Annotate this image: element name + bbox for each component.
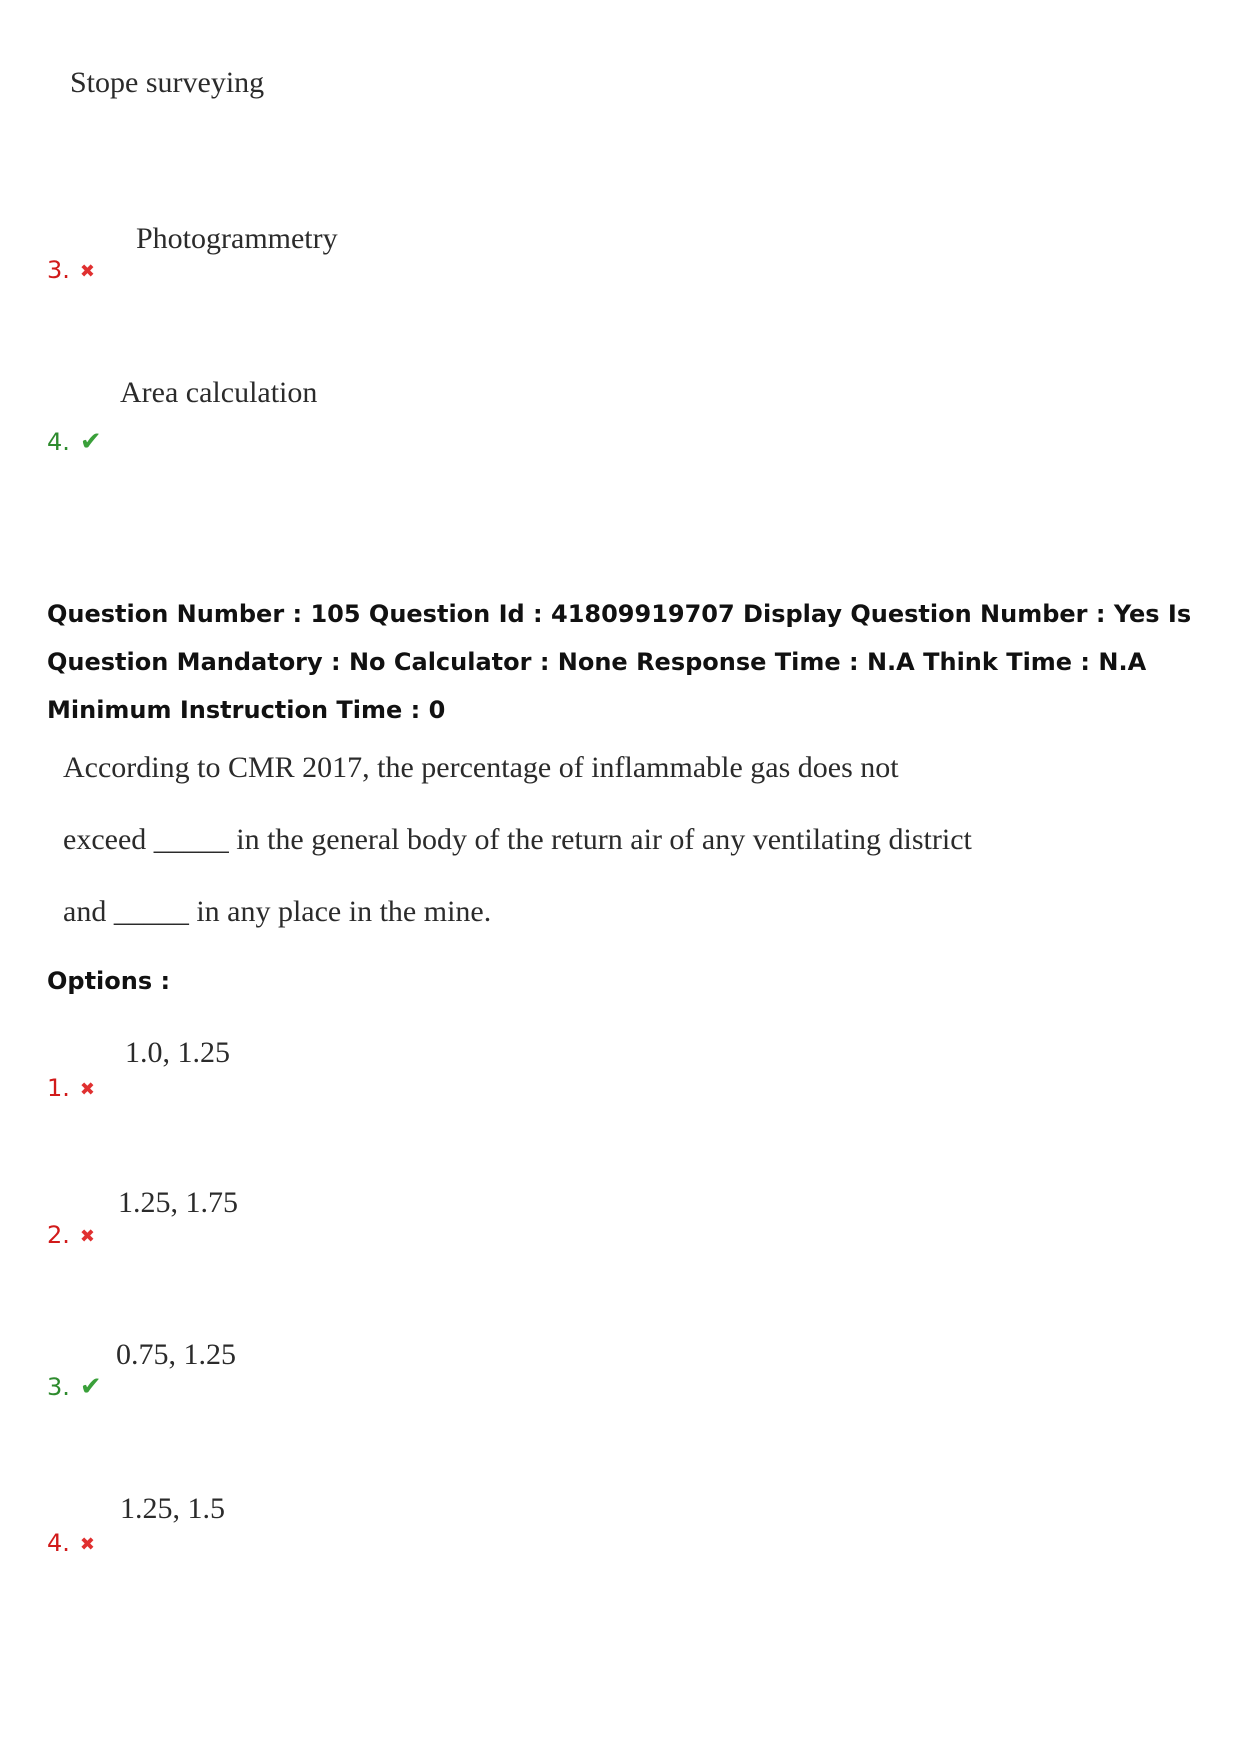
prev-option-3 <box>47 256 95 286</box>
option-number: 3. <box>47 1373 70 1401</box>
prev-option-2-text: Stope surveying <box>70 66 265 99</box>
check-icon: ✔ <box>79 1372 102 1402</box>
option-3 <box>47 1373 102 1401</box>
question-text-line-3: and _____ in any place in the mine. <box>63 895 492 928</box>
option-number: 4. <box>47 428 70 456</box>
prev-option-4 <box>47 428 102 456</box>
question-text-line-2: exceed _____ in the general body of the return air of any ventilating district <box>63 823 972 856</box>
option-4-text: 1.25, 1.5 <box>120 1492 225 1525</box>
prev-option-3-text: Photogrammetry <box>136 222 338 255</box>
option-3-text: 0.75, 1.25 <box>116 1338 236 1371</box>
option-number: 1. <box>47 1074 70 1102</box>
option-4 <box>47 1529 95 1559</box>
prev-option-4-text: Area calculation <box>120 376 318 409</box>
cross-icon: ✖ <box>79 1226 95 1247</box>
question-text-line-1: According to CMR 2017, the percentage of inflammable gas does not <box>63 751 899 784</box>
option-number: 3. <box>47 256 70 284</box>
option-number: 4. <box>47 1529 70 1557</box>
cross-icon: ✖ <box>79 261 95 282</box>
option-1 <box>47 1074 95 1104</box>
option-1-text: 1.0, 1.25 <box>125 1036 230 1069</box>
option-2 <box>47 1221 95 1251</box>
option-number: 2. <box>47 1221 70 1249</box>
cross-icon: ✖ <box>79 1534 95 1555</box>
option-2-text: 1.25, 1.75 <box>118 1186 238 1219</box>
cross-icon: ✖ <box>79 1079 95 1100</box>
question-meta: Question Number : 105 Question Id : 41809919707 Display Question Number : Yes Is Question Mandatory : No Calculator : None Response Time : N.A Think Time : N.A Minimum Instruction Time : 0 <box>47 600 1192 724</box>
check-icon: ✔ <box>79 427 102 457</box>
options-label: Options : <box>47 967 171 995</box>
